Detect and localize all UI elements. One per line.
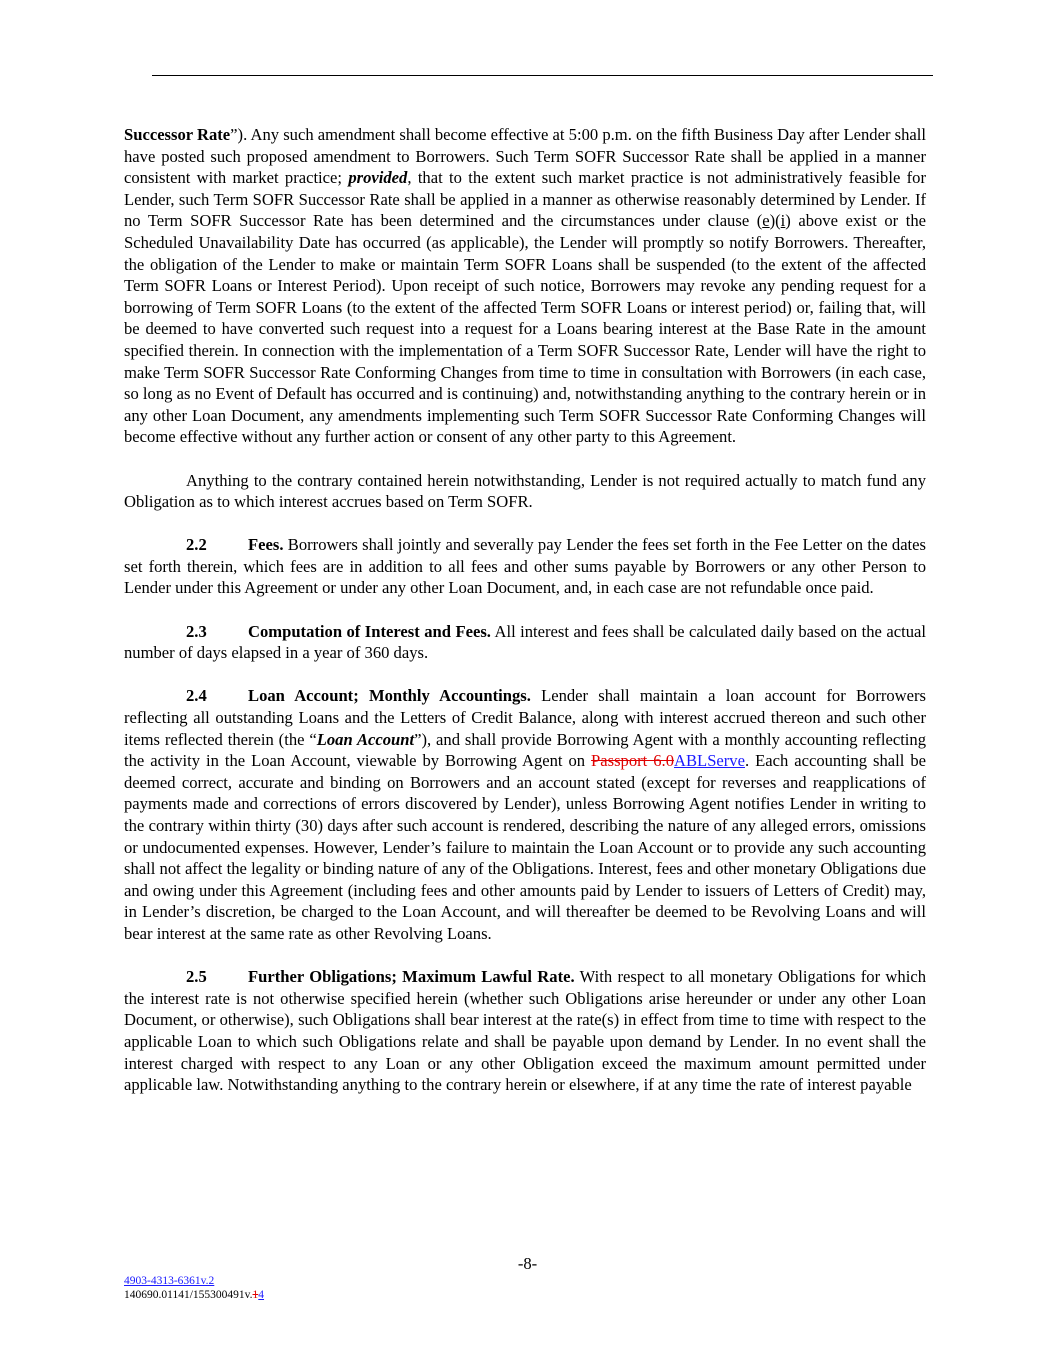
redline-deletion: 1 — [252, 1289, 259, 1301]
section-2-5-further-obligations: 2.5 Further Obligations; Maximum Lawful Rate. With respect to all monetary Obligations for which the interest rate is not otherwise specified herein (whether such Obligations arise hereunder or under any other Loan Document, or otherwise), such Obligations shall bear interest at the rate(s) in effect from time to time with respect to the applicable Loan to which such Obligations relate and shall be payable upon demand by Lender. In no event shall the interest charged with respect to any Loan or any other Obligation exceed the maximum amount permitted under applicable law. Notwithstanding anything to the contrary herein or elsewhere, if at any time the rate of interest payable — [124, 967, 926, 1095]
section-title: Further Obligations; Maximum Lawful Rate. — [248, 967, 575, 987]
section-number: 2.2 — [186, 535, 207, 555]
section-number: 2.4 — [186, 686, 207, 706]
paragraph-match-funding: Anything to the contrary contained herein notwithstanding, Lender is not required actually to match fund any Obligation as to which interest accrues based on Term SOFR. — [124, 470, 926, 512]
redline-insertion: ABLServe — [674, 751, 745, 771]
section-2-3-computation: 2.3 Computation of Interest and Fees. All interest and fees shall be calculated daily based on the actual number of days elapsed in a year of 360 days. — [124, 621, 926, 663]
page-number: -8- — [517, 1254, 538, 1273]
footer-ref: 140690.01141/155300491v.14 — [124, 1289, 265, 1301]
redline-deletion: Passport 6.0 — [591, 751, 674, 771]
section-2-2-fees: 2.2 Fees. Borrowers shall jointly and severally pay Lender the fees set forth in the Fee Letter on the dates set forth therein, which fees are in addition to all fees and other sums payable by Borrowers or any other Person to Lender under this Agreement or under any other Loan Document, and, in each case are not refundable once paid. — [124, 535, 926, 598]
section-number: 2.3 — [186, 621, 207, 641]
section-2-4-loan-account: 2.4 Loan Account; Monthly Accountings. Lender shall maintain a loan account for Borrowers reflecting all outstanding Loans and the Letters of Credit Balance, along with interest accrued thereon and such other items reflected therein (the “Loan Account”), and shall provide Borrowing Agent with a monthly accounting reflecting the activity in the Loan Account, viewable by Borrowing Agent on Passport 6.0ABLServe. Each accounting shall be deemed correct, accurate and binding on Borrowers and an account stated (except for reverses and reapplications of payments made and corrections of errors discovered by Lender), unless Borrowing Agent notifies Lender in writing to the contrary within thirty (30) days after such account is rendered, describing the nature of any alleged errors, omissions or undocumented expenses. However, Lender’s failure to maintain the Loan Account or to provide any such accounting shall not affect the legality or binding nature of any of the Obligations. Interest, fees and other monetary Obligations due and owing under this Agreement (including fees and other amounts paid by Lender to issuers of Letters of Credit) may, in Lender’s discretion, be charged to the Loan Account, and will thereafter be deemed to be Revolving Loans and will bear interest at the same rate as other Revolving Loans. — [124, 686, 927, 943]
section-title: Loan Account; Monthly Accountings. — [248, 686, 531, 706]
header-rule — [152, 75, 933, 76]
section-title: Fees. — [248, 535, 284, 555]
section-title: Computation of Interest and Fees. — [248, 621, 491, 641]
defined-term: Loan Account — [316, 729, 415, 749]
footer-doc-id: 4903-4313-6361v.2 — [124, 1275, 215, 1287]
paragraph-successor-rate: Successor Rate”). Any such amendment shall become effective at 5:00 p.m. on the fifth Business Day after Lender shall have posted such proposed amendment to Borrowers. Such Term SOFR Successor Rate shall be applied in a manner consistent with market practice; provided, that to the extent such market practice is not administratively feasible for Lender, such Term SOFR Successor Rate shall be applied in a manner as otherwise reasonably determined by Lender. If no Term SOFR Successor Rate has been determined and the circumstances under clause (e)(i) above exist or the Scheduled Unavailability Date has occurred (as applicable), the Lender will promptly so notify Borrowers. Thereafter, the obligation of the Lender to make or maintain Term SOFR Loans shall be suspended (to the extent of the affected Term SOFR Loans or Interest Period). Upon receipt of such notice, Borrowers may revoke any pending request for a borrowing of Term SOFR Loans (to the extent of the affected Term SOFR Loans or interest period) or, failing that, will be deemed to have converted such request into a request for a Loans bearing interest at the Base Rate in the amount specified therein. In connection with the implementation of a Term SOFR Successor Rate, Lender will have the right to make Term SOFR Successor Rate Conforming Changes from time to time in consultation with Borrowers (in each case, so long as no Event of Default has occurred and is continuing) and, notwithstanding anything to the contrary herein or in any other Loan Document, any amendments implementing such Term SOFR Successor Rate Conforming Changes will become effective without any further action or consent of any other party to this Agreement. — [124, 125, 926, 447]
redline-insertion: 4 — [258, 1289, 265, 1301]
footer — [124, 1274, 264, 1302]
document-body — [124, 124, 926, 1117]
section-number: 2.5 — [186, 967, 207, 987]
